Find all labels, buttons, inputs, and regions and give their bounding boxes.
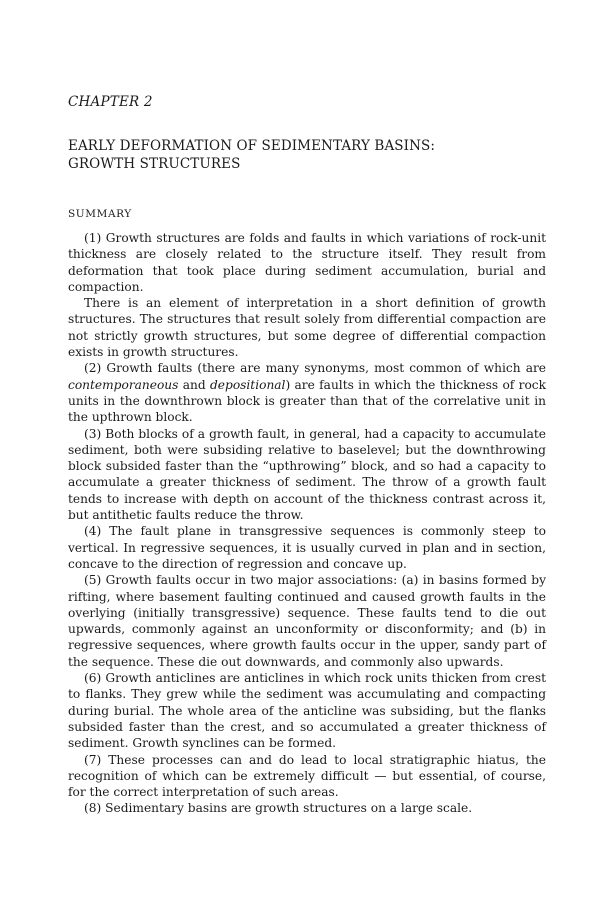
chapter-label: CHAPTER 2 bbox=[68, 94, 153, 110]
paragraph-8: (8) Sedimentary basins are growth structures on a large scale. bbox=[84, 801, 473, 816]
paragraph-3: (3) Both blocks of a growth fault, in general, had a capacity to accumulate sediment, both were subsiding relative to baselevel; but the downthrowing block subsided faster than the “upthrowing” block, and so had a capacity to accumulate a greater thickness of sediment. The throw of a growth fault tends to increase with depth on account of the thickness contrast across it, but antithetic faults reduce the throw. bbox=[68, 426, 546, 523]
paragraph-2 bbox=[68, 360, 546, 425]
paragraph-2-pre: (2) Growth faults (there are many synonyms, most common of which are bbox=[84, 361, 546, 376]
paragraph-2-em-1: contemporaneous bbox=[68, 377, 179, 392]
paragraph-1-continued: There is an element of interpretation in a short definition of growth structures. The structures that result solely from differential compaction are not strictly growth structures, but some degree of differential compaction exists in growth structures. bbox=[68, 296, 546, 360]
chapter-title bbox=[68, 137, 435, 173]
paragraph-2-em-2: depositional bbox=[210, 377, 286, 392]
summary-heading: SUMMARY bbox=[68, 208, 132, 220]
paragraph-2-post: ) are faults in which the thickness of rock units in the downthrown block is greater than that of the correlative unit in the upthrown block. bbox=[68, 377, 547, 425]
chapter-title-line-2: GROWTH STRUCTURES bbox=[68, 156, 241, 172]
summary-body bbox=[68, 230, 546, 817]
paragraph-1: (1) Growth structures are folds and faults in which variations of rock-unit thickness are closely related to the structure itself. They result from deformation that took place during sediment accumulation, burial and compaction. bbox=[68, 231, 546, 294]
paragraph-5: (5) Growth faults occur in two major associations: (a) in basins formed by rifting, where basement faulting continued and caused growth faults in the overlying (initially transgressive) sequence. These faults tend to die out upwards, commonly against an unconformity or disconformity; and (b) in regressive sequences, where growth faults occur in the upper, sandy part of the sequence. These die out downwards, and commonly also upwards. bbox=[68, 573, 546, 669]
paragraph-6: (6) Growth anticlines are anticlines in which rock units thicken from crest to flanks. They grew while the sediment was accumulating and compacting during burial. The whole area of the anticline was subsiding, but the flanks subsided faster than the crest, and so accumulated a greater thickness of sediment. Growth synclines can be formed. bbox=[68, 671, 546, 751]
paragraph-7: (7) These processes can and do lead to local stratigraphic hiatus, the recognition of which can be extremely difficult — but essential, of course, for the correct interpretation of such areas. bbox=[68, 752, 546, 800]
chapter-title-line-1: EARLY DEFORMATION OF SEDIMENTARY BASINS: bbox=[68, 138, 435, 154]
paragraph-2-mid: and bbox=[178, 377, 210, 392]
paragraph-4: (4) The fault plane in transgressive sequences is commonly steep to vertical. In regressive sequences, it is usually curved in plan and in section, concave to the direction of regression and concave up. bbox=[68, 524, 546, 571]
